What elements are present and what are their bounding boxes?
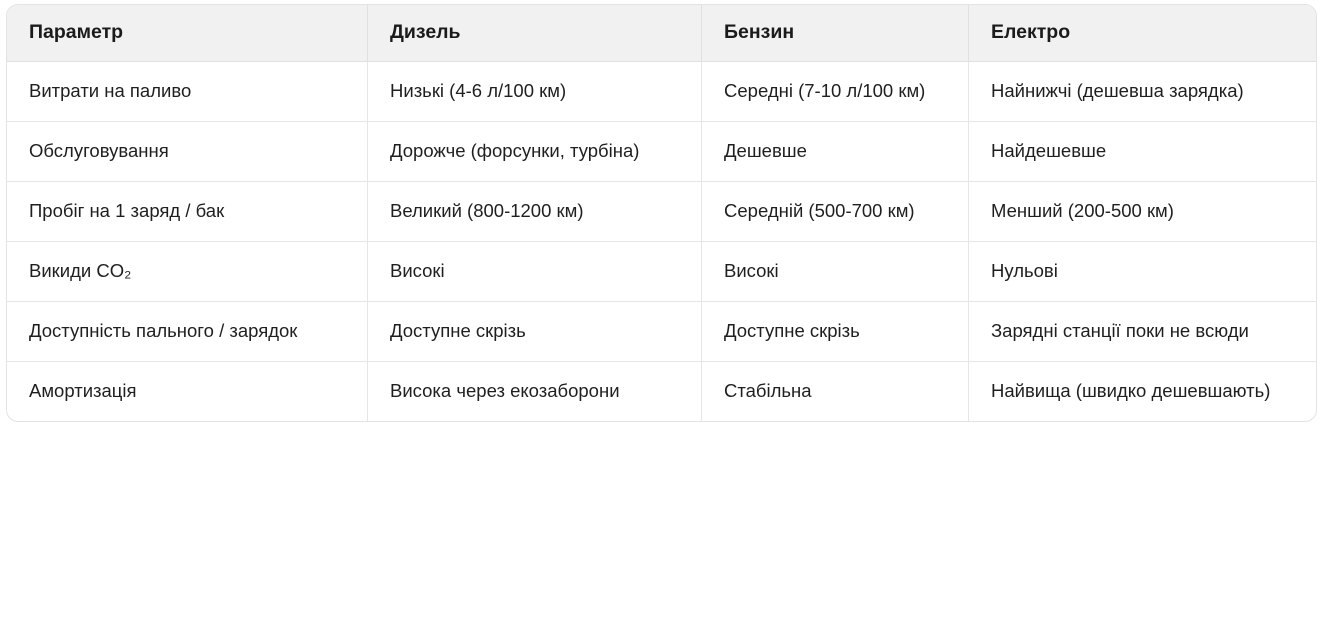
- column-header-electro: Електро: [969, 5, 1316, 62]
- column-header-diesel: Дизель: [368, 5, 702, 62]
- cell-diesel: Низькі (4-6 л/100 км): [368, 62, 702, 122]
- cell-petrol: Високі: [702, 242, 969, 302]
- column-header-petrol: Бензин: [702, 5, 969, 62]
- cell-electro: Нульові: [969, 242, 1316, 302]
- cell-electro: Зарядні станції поки не всюди: [969, 302, 1316, 362]
- cell-electro: Найнижчі (дешевша зарядка): [969, 62, 1316, 122]
- cell-diesel: Високі: [368, 242, 702, 302]
- cell-petrol: Середній (500-700 км): [702, 182, 969, 242]
- cell-petrol: Середні (7-10 л/100 км): [702, 62, 969, 122]
- column-header-parameter: Параметр: [7, 5, 368, 62]
- table-row: [7, 362, 1316, 421]
- table-row: [7, 302, 1316, 362]
- cell-parameter: Амортизація: [7, 362, 368, 421]
- cell-parameter: Викиди CO₂: [7, 242, 368, 302]
- cell-diesel: Великий (800-1200 км): [368, 182, 702, 242]
- table-body: [7, 62, 1316, 421]
- table-row: [7, 62, 1316, 122]
- table-row: [7, 242, 1316, 302]
- cell-parameter: Обслуговування: [7, 122, 368, 182]
- cell-electro: Найдешевше: [969, 122, 1316, 182]
- table-row: [7, 182, 1316, 242]
- cell-parameter: Витрати на паливо: [7, 62, 368, 122]
- cell-parameter: Доступність пального / зарядок: [7, 302, 368, 362]
- cell-petrol: Дешевше: [702, 122, 969, 182]
- cell-petrol: Стабільна: [702, 362, 969, 421]
- cell-parameter: Пробіг на 1 заряд / бак: [7, 182, 368, 242]
- fuel-type-comparison-table: [6, 4, 1317, 422]
- table-row: [7, 122, 1316, 182]
- cell-petrol: Доступне скрізь: [702, 302, 969, 362]
- cell-electro: Найвища (швидко дешевшають): [991, 380, 1271, 402]
- cell-electro: Менший (200-500 км): [969, 182, 1316, 242]
- cell-diesel: Дорожче (форсунки, турбіна): [368, 122, 702, 182]
- cell-diesel: Висока через екозаборони: [368, 362, 702, 421]
- table-header-row: [7, 5, 1316, 62]
- cell-diesel: Доступне скрізь: [368, 302, 702, 362]
- table-header: [7, 5, 1316, 62]
